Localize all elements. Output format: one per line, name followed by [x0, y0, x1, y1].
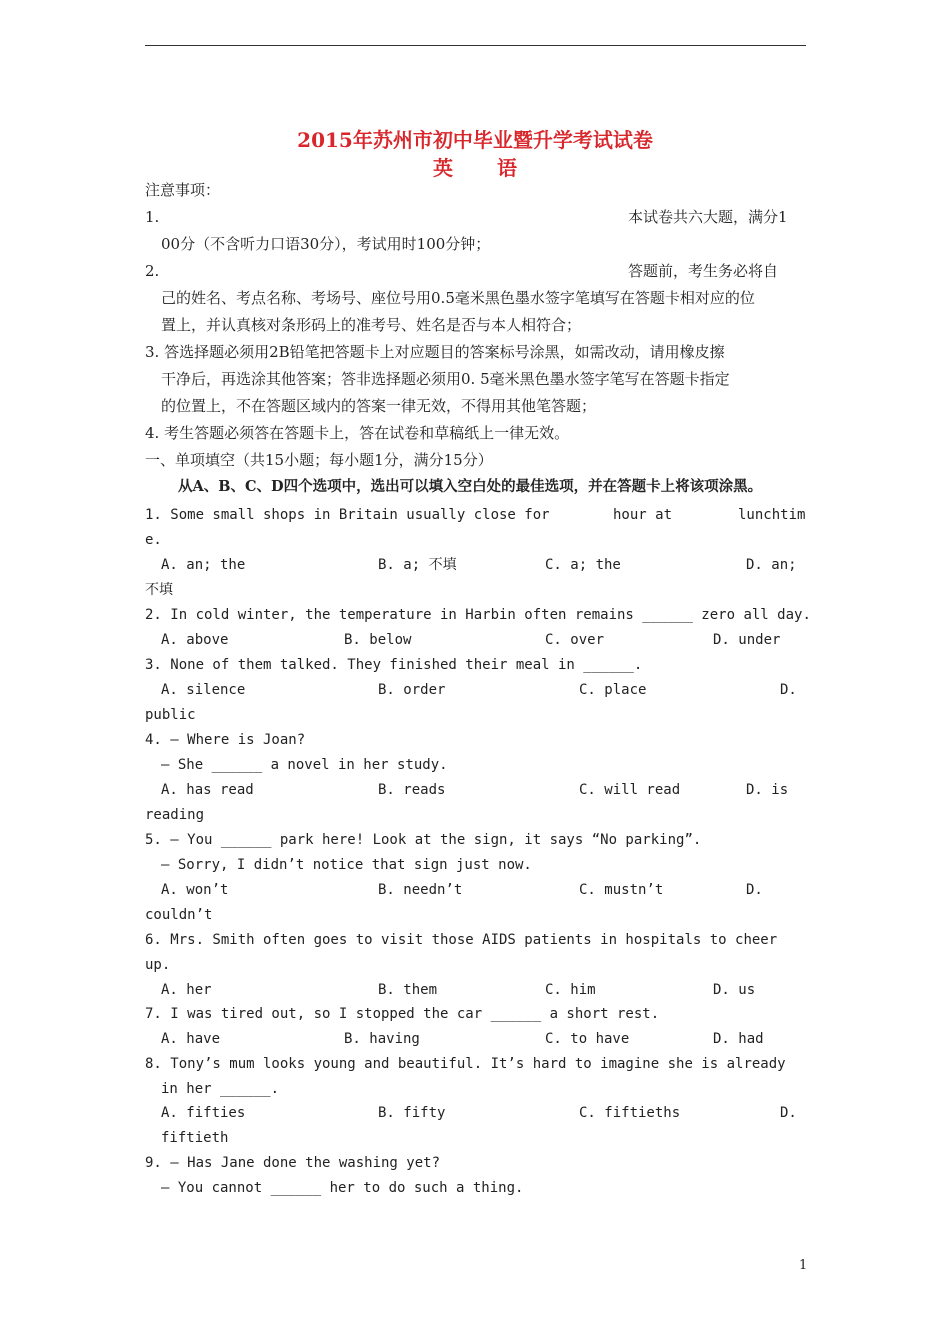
- note-3-text-a: 3. 答选择题必须用2B铅笔把答题卡上对应题目的答案标号涂黑，如需改动，请用橡皮擦: [145, 343, 725, 361]
- q5-option-a: A. won’t: [161, 882, 229, 898]
- notice-heading: 注意事项：: [145, 181, 221, 199]
- note-2-text-c: 置上，并认真核对条形码上的准考号、姓名是否与本人相符合；: [161, 316, 582, 334]
- q5-option-d-cont: couldn’t: [145, 907, 213, 923]
- q7-option-b: B. having: [344, 1031, 420, 1047]
- q8-stem-b: in her ______.: [161, 1081, 280, 1097]
- q4-stem-a: 4. — Where is Joan?: [145, 732, 306, 748]
- q6-option-c: C. him: [545, 982, 596, 998]
- q4-option-c: C. will read: [579, 782, 681, 798]
- q1-option-d: D. an;: [746, 557, 797, 573]
- q6-option-b: B. them: [378, 982, 438, 998]
- note-2-text-a: 答题前，考生务必将自: [628, 262, 779, 280]
- q2-stem: 2. In cold winter, the temperature in Harbin often remains ______ zero all day.: [145, 607, 811, 623]
- q4-option-a: A. has read: [161, 782, 254, 798]
- q7-option-c: C. to have: [545, 1031, 630, 1047]
- note-4-text: 4. 考生答题必须答在答题卡上，答在试卷和草稿纸上一律无效。: [145, 424, 570, 442]
- q8-stem-a: 8. Tony’s mum looks young and beautiful. It’s hard to imagine she is already: [145, 1056, 786, 1072]
- q3-option-d: D.: [780, 682, 797, 698]
- q7-option-d: D. had: [713, 1031, 764, 1047]
- note-1-text-a: 本试卷共六大题，满分1: [628, 208, 788, 226]
- q1-stem-a: 1. Some small shops in Britain usually close for: [145, 507, 550, 523]
- note-2-number: 2.: [145, 262, 160, 280]
- q5-option-b: B. needn’t: [378, 882, 463, 898]
- q7-stem: 7. I was tired out, so I stopped the car ______ a short rest.: [145, 1006, 660, 1022]
- q4-option-b: B. reads: [378, 782, 446, 798]
- note-1-text-b: 00分（不含听力口语30分），考试用时100分钟；: [161, 235, 491, 253]
- q2-option-d: D. under: [713, 632, 781, 648]
- q8-option-d-cont: fiftieth: [161, 1130, 229, 1146]
- q1-stem-c: lunchtim: [738, 507, 806, 523]
- q6-stem-b: up.: [145, 957, 171, 973]
- q9-stem-b: — You cannot ______ her to do such a thing.: [161, 1180, 524, 1196]
- q2-option-a: A. above: [161, 632, 229, 648]
- q1-stem-d: e.: [145, 532, 162, 548]
- header-rule: [145, 45, 806, 46]
- q5-option-c: C. mustn’t: [579, 882, 664, 898]
- q9-stem-a: 9. — Has Jane done the washing yet?: [145, 1155, 441, 1171]
- section-instruction: 从A、B、C、D四个选项中，选出可以填入空白处的最佳选项，并在答题卡上将该项涂黑。: [178, 478, 763, 495]
- q4-option-d-cont: reading: [145, 807, 205, 823]
- page-number: 1: [799, 1258, 808, 1273]
- note-3-text-c: 的位置上，不在答题区域内的答案一律无效，不得用其他笔答题；: [161, 397, 597, 415]
- q6-option-d: D. us: [713, 982, 756, 998]
- note-1-number: 1.: [145, 208, 160, 226]
- note-3-text-b: 干净后，再选涂其他答案；答非选择题必须用0. 5毫米黑色墨水签字笔写在答题卡指定: [161, 370, 730, 388]
- q1-option-a: A. an; the: [161, 557, 246, 573]
- q6-option-a: A. her: [161, 982, 212, 998]
- q3-option-b: B. order: [378, 682, 446, 698]
- q8-option-c: C. fiftieths: [579, 1105, 681, 1121]
- q1-option-c: C. a; the: [545, 557, 621, 573]
- q3-stem: 3. None of them talked. They finished their meal in ______.: [145, 657, 643, 673]
- note-2-text-b: 己的姓名、考点名称、考场号、座位号用0.5毫米黑色墨水签字笔填写在答题卡相对应的位: [161, 289, 755, 307]
- q3-option-c: C. place: [579, 682, 647, 698]
- exam-title: 2015年苏州市初中毕业暨升学考试试卷: [297, 128, 653, 152]
- exam-subject: 英语: [433, 156, 561, 180]
- q1-stem-b: hour at: [613, 507, 673, 523]
- q5-stem-a: 5. — You ______ park here! Look at the sign, it says “No parking”.: [145, 832, 702, 848]
- q3-option-d-cont: public: [145, 707, 196, 723]
- q4-stem-b: — She ______ a novel in her study.: [161, 757, 448, 773]
- q5-option-d: D.: [746, 882, 763, 898]
- q2-option-c: C. over: [545, 632, 605, 648]
- q8-option-b: B. fifty: [378, 1105, 446, 1121]
- q1-option-d-cont: 不填: [145, 582, 173, 598]
- q8-option-d: D.: [780, 1105, 797, 1121]
- q3-option-a: A. silence: [161, 682, 246, 698]
- q8-option-a: A. fifties: [161, 1105, 246, 1121]
- q1-option-b: B. a; 不填: [378, 557, 457, 573]
- q5-stem-b: — Sorry, I didn’t notice that sign just now.: [161, 857, 532, 873]
- q2-option-b: B. below: [344, 632, 412, 648]
- section-heading: 一、单项填空（共15小题；每小题1分，满分15分）: [145, 451, 493, 469]
- q4-option-d: D. is: [746, 782, 789, 798]
- q7-option-a: A. have: [161, 1031, 221, 1047]
- q6-stem-a: 6. Mrs. Smith often goes to visit those AIDS patients in hospitals to cheer: [145, 932, 778, 948]
